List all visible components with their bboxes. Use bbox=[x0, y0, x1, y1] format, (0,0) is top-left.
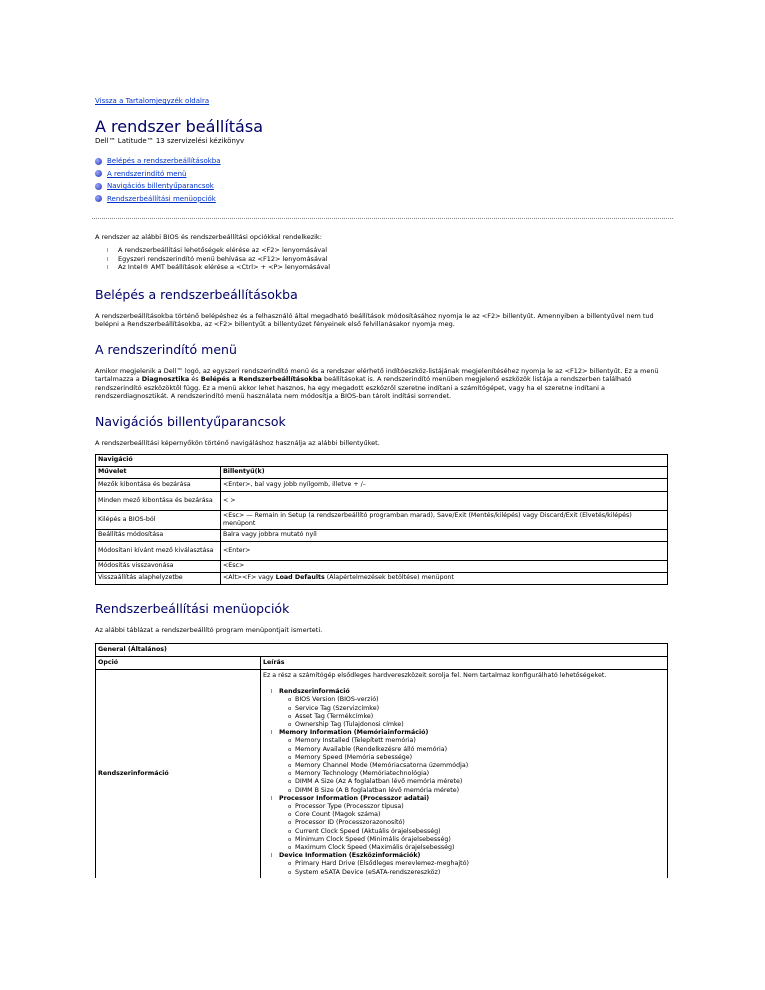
toc-link-entering-setup[interactable]: Belépés a rendszerbeállításokba bbox=[107, 157, 221, 165]
column-header: Opció bbox=[96, 656, 261, 669]
intro-list bbox=[95, 247, 670, 272]
section-text: Az alábbi táblázat a rendszerbeállító program menüpontjait ismerteti. bbox=[95, 625, 323, 634]
column-header: Művelet bbox=[96, 466, 221, 478]
column-header: Leírás bbox=[261, 656, 668, 669]
table-row: Módosítás visszavonása <Esc> bbox=[96, 560, 668, 572]
document-page bbox=[95, 97, 670, 878]
toc-item bbox=[95, 168, 670, 181]
section-heading-entering-setup: Belépés a rendszerbeállításokba bbox=[95, 286, 298, 302]
section-heading-navigation-keys: Navigációs billentyűparancsok bbox=[95, 414, 286, 430]
toc-link-navigation-keys[interactable]: Navigációs billentyűparancsok bbox=[107, 182, 214, 190]
list-item: l Rendszerinformáció o BIOS Version (BIOS-verzió) o Service Tag (Szervizcímke) o Asset Tag (Termékcímke) o Ownership Tag (Tulajdonosi címke) bbox=[279, 688, 665, 729]
table-row bbox=[96, 669, 668, 877]
table-row bbox=[96, 656, 668, 669]
option-name: Rendszerinformáció bbox=[96, 669, 261, 877]
list-item: l A rendszerbeállítási lehetőségek elérése az <F2> lenyomásával bbox=[107, 247, 670, 255]
section-text: Amikor megjelenik a Dell™ logó, az egyszeri rendszerindító menü és a rendszer elérhető indítóeszköz-listájának megjelenítéséhez nyomja le az <F12> billentyűt. Ez a menü tartalmazza a Diagnosztika és Belépés a Rendszerbeállításokba beállításokat is. A rendszerindító menüben megjelenő eszközök listája a rendszerben található rendszerindító eszközöktől függ. Ez a menü akkor lehet hasznos, ha egy megadott eszközről szeretne indítani a számítógépet, vagy ha el szeretne indítani a rendszerdiagnosztikát. A rendszerindító menü használata nem módosítja a BIOS-ban tárolt indítási sorrendet. bbox=[95, 367, 659, 400]
column-header: Billentyű(k) bbox=[221, 466, 668, 478]
bullet-icon bbox=[95, 195, 102, 202]
bullet-icon bbox=[95, 170, 102, 177]
toc-link-setup-options[interactable]: Rendszerbeállítási menüopciók bbox=[107, 194, 216, 203]
section-heading-setup-options: Rendszerbeállítási menüopciók bbox=[95, 600, 290, 616]
page-title: A rendszer beállítása bbox=[95, 117, 263, 136]
table-row bbox=[96, 466, 668, 478]
table-row: Mezők kibontása és bezárása <Enter>, bal vagy jobb nyílgomb, illetve + /– bbox=[96, 478, 668, 491]
toc-item bbox=[95, 193, 670, 206]
section-heading-boot-menu: A rendszerindító menü bbox=[95, 342, 237, 358]
table-row bbox=[96, 643, 668, 656]
table-row: Beállítás módosítása Balra vagy jobbra mutató nyíl bbox=[96, 529, 668, 541]
bullet-icon bbox=[95, 183, 102, 190]
navigation-table bbox=[95, 454, 668, 585]
toc-link-boot-menu[interactable]: A rendszerindító menü bbox=[107, 169, 187, 178]
table-row: Visszaállítás alaphelyzetbe <Alt><F> vagy Load Defaults (Alapértelmezések betöltése) menüpont bbox=[96, 572, 668, 584]
divider bbox=[92, 218, 673, 219]
list-item: l Device Information (Eszközinformációk) o Primary Hard Drive (Elsődleges merevlemez-meghajtó) o System eSATA Device (eSATA-rendszereszköz) bbox=[279, 852, 665, 877]
table-title: Navigáció bbox=[96, 454, 668, 466]
section-text: A rendszerbeállításokba történő belépéshez és a felhasználó által megadható beállítások módosításához nyomja le az <F2> billentyűt. Amennyiben a billentyűvel nem tud belépni a Rendszerbeállításokba, az <F2> billentyűt a billentyűzet fényeinek első felvillanásakor nyomja meg. bbox=[95, 311, 654, 328]
bullet-icon bbox=[95, 158, 102, 165]
table-row: Módosítani kívánt mező kiválasztása <Enter> bbox=[96, 541, 668, 560]
list-item: l Processor Information (Processzor adatai) o Processor Type (Processzor típusa) o Core Count (Magok száma) o Processor ID (Processzorazonosító) o Current Clock Speed (Aktuális órajelsebesség) o Minimum Clock Speed (Minimális órajelsebesség) o Maximum Clock Speed (Maximális órajelsebesség) bbox=[279, 795, 665, 852]
list-item: l Memory Information (Memóriainformáció) o Memory Installed (Telepített memória) o Memory Available (Rendelkezésre álló memória) o Memory Speed (Memória sebessége) o Memory Channel Mode (Memóriacsatorna üzemmódja) o Memory Technology (Memóriatechnológia) o DIMM A Size (Az A foglalatban lévő memória mérete) o DIMM B Size (A B foglalatban lévő memória mérete) bbox=[279, 729, 665, 795]
section-text: A rendszerbeállítási képernyőkön történő navigáláshoz használja az alábbi billentyűket. bbox=[95, 439, 380, 448]
table-row: Minden mező kibontása és bezárása < > bbox=[96, 491, 668, 510]
table-row bbox=[96, 454, 668, 466]
list-item: l Egyszeri rendszerindító menü behívása az <F12> lenyomásával bbox=[107, 256, 670, 264]
intro-text: A rendszer az alábbi BIOS és rendszerbeállítási opciókkal rendelkezik: bbox=[95, 233, 322, 241]
toc-item bbox=[95, 155, 670, 168]
toc-item bbox=[95, 180, 670, 193]
table-of-contents bbox=[95, 155, 670, 205]
list-item: l Az Intel® AMT beállítások elérése a <Ctrl> + <P> lenyomásával bbox=[107, 264, 670, 272]
back-to-contents-link[interactable]: Vissza a Tartalomjegyzék oldalra bbox=[95, 97, 210, 105]
setup-options-table bbox=[95, 643, 668, 878]
table-title: General (Általános) bbox=[96, 643, 668, 656]
option-groups bbox=[263, 688, 665, 877]
table-row: Kilépés a BIOS-ból <Esc> — Remain in Setup (a rendszerbeállító programban marad), Save/Exit (Mentés/kilépés) vagy Discard/Exit (Elvetés/kilépés) menüpont bbox=[96, 510, 668, 529]
page-subtitle: Dell™ Latitude™ 13 szervizelési kézikönyv bbox=[95, 137, 245, 145]
option-description: Ez a rész a számítógép elsődleges hardvereszközeit sorolja fel. Nem tartalmaz konfigurálható lehetőségeket. l Rendszerinformáció o BIOS Version (BIOS-verzió) o Service Tag (Szervizcímke) o Asset Tag (Termékcímke) o Ownership Tag (Tulajdonosi címke) l Memory Information (Memóriainformáció) o Memory Installed (Telepített memória) o Memory Available (Rendelkezésre álló memória) o Memory Speed (Memória sebessége) o Memory Channel Mode (Memóriacsatorna üzemmódja) o Memory Technology (Memóriatechnológia) o DIMM A Size (Az A foglalatban lévő memória mérete) o DIMM B Size (A B foglalatban lévő memória mérete) l Processor Information (Processzor adatai) o Processor Type (Processzor típusa) o Core Count (Magok száma) o Processor ID (Processzorazonosító) o Current Clock Speed (Aktuális órajelsebesség) o Minimum Clock Speed (Minimális órajelsebesség) o Maximum Clock Speed (Maximális órajelsebesség) l Device Information (Eszközinformációk) o Primary Hard Drive (Elsődleges merevlemez-meghajtó) o System eSATA Device (eSATA-rendszereszköz) bbox=[261, 669, 668, 877]
